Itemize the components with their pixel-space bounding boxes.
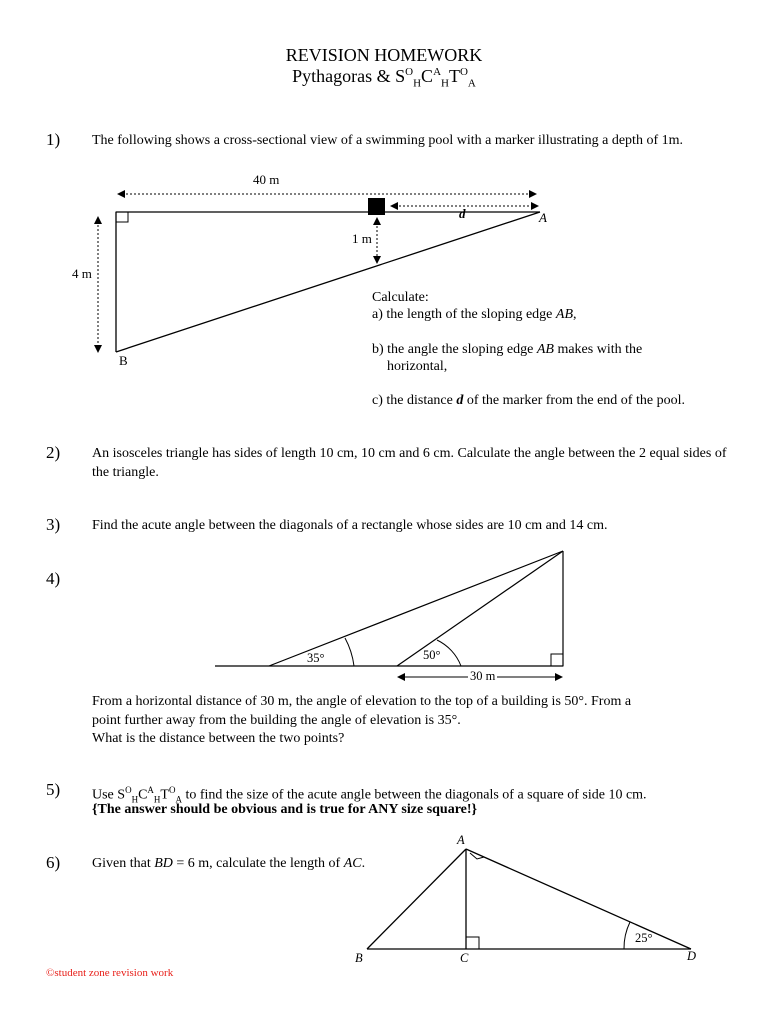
q5-a2: A bbox=[175, 794, 182, 805]
q2-text: An isosceles triangle has sides of length 10 cm, 10 cm and 6 cm. Calculate the angle between the 2 equal sides of the triangle. bbox=[92, 446, 727, 480]
q6-point-b: B bbox=[355, 951, 363, 965]
q6-point-c: C bbox=[460, 951, 469, 965]
part-a-pre: a) the length of the sloping edge bbox=[372, 307, 556, 322]
building-right-angle bbox=[551, 654, 563, 666]
q5-h2: H bbox=[153, 794, 161, 805]
distance-30-label: 30 m bbox=[470, 669, 496, 683]
point-a-label: A bbox=[539, 210, 547, 225]
angle-arc-25 bbox=[624, 922, 630, 949]
angle-35-label: 35° bbox=[307, 651, 325, 665]
sohcahtoa-o1: O bbox=[405, 66, 414, 78]
side-ab bbox=[367, 849, 466, 949]
pool-sloping-edge bbox=[116, 212, 540, 352]
right-angle-c bbox=[466, 937, 479, 949]
q5-line1-post: to find the size of the acute angle between the diagonals of a square of side 10 cm. bbox=[181, 787, 647, 803]
part-a-post: , bbox=[573, 307, 577, 322]
q2-number: 2) bbox=[46, 443, 61, 462]
sohcahtoa-c: C bbox=[421, 66, 434, 86]
q4-line2: point further away from the building the angle of elevation is 35°. bbox=[92, 713, 461, 728]
part-c-var: d bbox=[456, 393, 464, 408]
width-label: 40 m bbox=[253, 172, 280, 187]
angle-arc-35 bbox=[345, 638, 354, 666]
calculate-label: Calculate: bbox=[372, 290, 429, 305]
point-b-label: B bbox=[119, 353, 128, 368]
q3-number: 3) bbox=[46, 515, 61, 534]
q5-s: S bbox=[117, 787, 126, 803]
q6-pre: Given that bbox=[92, 856, 155, 871]
part-c-post: of the marker from the end of the pool. bbox=[463, 393, 685, 408]
q1-number: 1) bbox=[46, 130, 61, 149]
sohcahtoa-h1: H bbox=[413, 77, 422, 90]
part-a-var: AB bbox=[555, 307, 574, 322]
sohcahtoa-a2: A bbox=[467, 77, 476, 90]
q5-t: T bbox=[160, 787, 169, 803]
sohcahtoa-a1: A bbox=[433, 66, 442, 78]
sohcahtoa-t: T bbox=[448, 66, 460, 86]
q1-part-b-line2: horizontal, bbox=[387, 359, 448, 374]
part-b-pre: b) the angle the sloping edge bbox=[372, 342, 537, 357]
q6-post: . bbox=[361, 856, 366, 871]
q5-use: Use bbox=[92, 787, 118, 803]
q6-mid: = 6 m, calculate the length of bbox=[172, 856, 344, 871]
depth-label: 4 m bbox=[72, 266, 92, 281]
q6-point-a: A bbox=[457, 833, 465, 847]
q1-text: The following shows a cross-sectional view of a swimming pool with a marker illustrating a depth of 1m. bbox=[92, 133, 683, 148]
sohcahtoa-o2: O bbox=[459, 66, 468, 78]
q6-angle-25: 25° bbox=[635, 931, 653, 945]
part-b-var: AB bbox=[536, 342, 554, 357]
subtitle-prefix: Pythagoras & bbox=[292, 66, 396, 86]
right-angle-marker bbox=[116, 212, 128, 222]
q6-number: 6) bbox=[46, 853, 61, 872]
page-title: REVISION HOMEWORK bbox=[285, 45, 483, 65]
q4-line1: From a horizontal distance of 30 m, the angle of elevation to the top of a building is 50°. From a bbox=[92, 694, 632, 709]
marker-square bbox=[368, 198, 385, 215]
q4-number: 4) bbox=[46, 569, 61, 588]
d-label: d bbox=[459, 206, 466, 221]
q3-text: Find the acute angle between the diagonals of a rectangle whose sides are 10 cm and 14 cm. bbox=[92, 518, 608, 533]
q5-number: 5) bbox=[46, 780, 61, 799]
q5-bold-line: {The answer should be obvious and is true for ANY size square!} bbox=[92, 802, 478, 817]
q6-text bbox=[92, 854, 365, 873]
q5-c: C bbox=[138, 787, 148, 803]
angle-50-label: 50° bbox=[423, 648, 441, 662]
q6-point-d: D bbox=[687, 949, 697, 963]
footer-copyright: ©student zone revision work bbox=[46, 967, 174, 979]
q6-var1: BD bbox=[154, 856, 173, 871]
part-b-post: makes with the bbox=[553, 342, 643, 357]
marker-depth-label: 1 m bbox=[352, 231, 372, 246]
part-c-pre: c) the distance bbox=[372, 393, 457, 408]
sohcahtoa-h2: H bbox=[441, 77, 449, 90]
q5-a1: A bbox=[147, 785, 154, 795]
q1-part-c bbox=[372, 391, 685, 410]
q5-o2: O bbox=[168, 785, 176, 795]
pool-diagram bbox=[98, 194, 540, 352]
building-diagram bbox=[215, 551, 563, 677]
side-ad bbox=[466, 849, 691, 949]
q6-var2: AC bbox=[343, 856, 362, 871]
q5-o1: O bbox=[125, 785, 132, 795]
angle-arc-50 bbox=[437, 640, 461, 666]
sightline-50 bbox=[397, 551, 563, 666]
sohcahtoa-s: S bbox=[395, 66, 406, 86]
q5-h1: H bbox=[131, 794, 139, 805]
q1-part-a bbox=[372, 305, 577, 324]
sightline-35 bbox=[269, 551, 563, 666]
q4-line3: What is the distance between the two points? bbox=[92, 731, 345, 746]
